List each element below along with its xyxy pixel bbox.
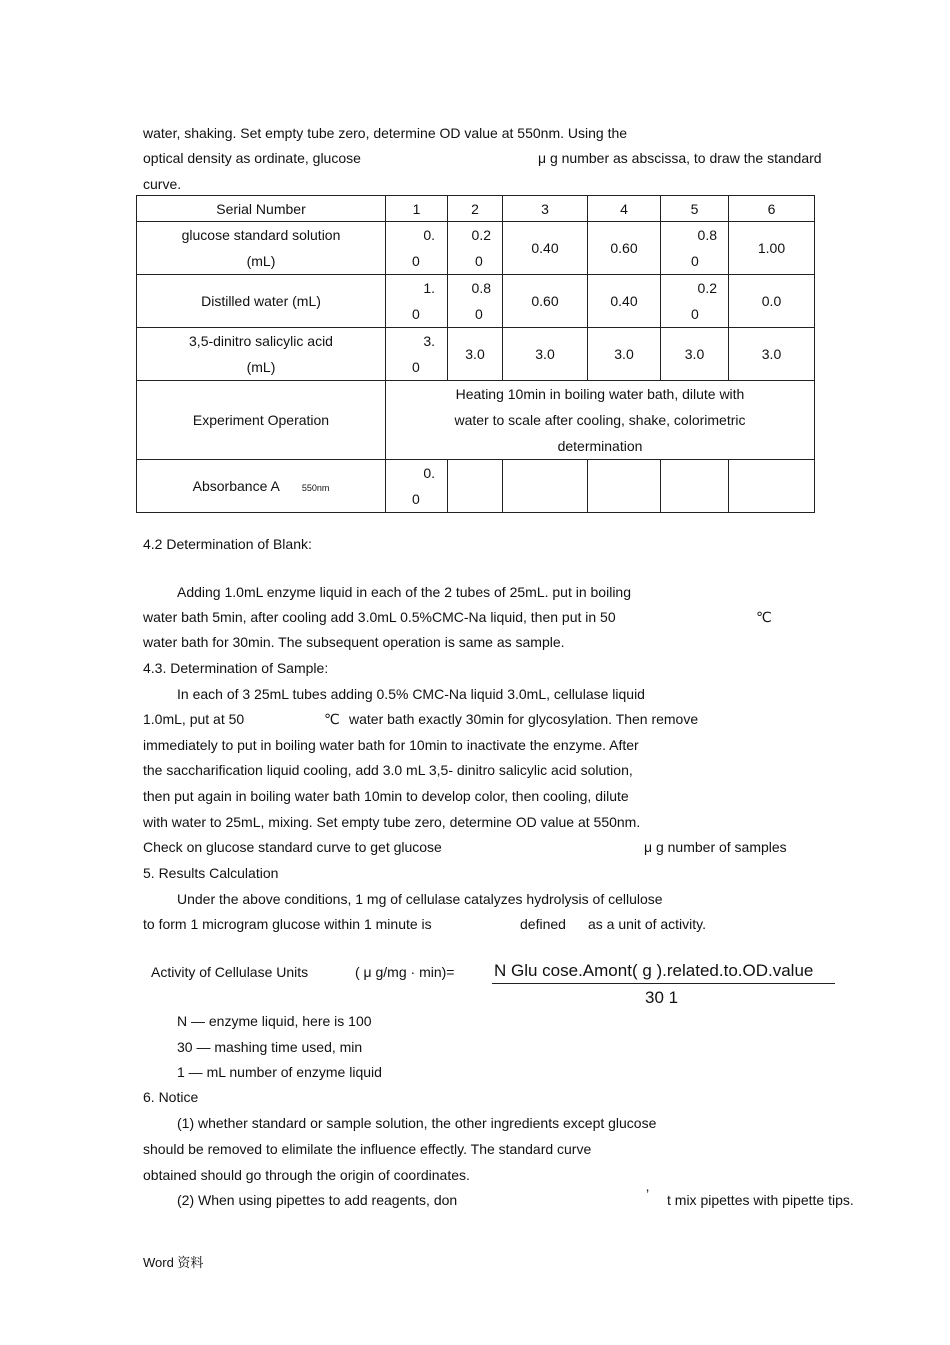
s43-line-2a: 1.0mL, put at 50 <box>143 711 245 727</box>
absorbance-label-text: Absorbance A <box>192 478 280 494</box>
glucose-c5-top: 0.8 <box>697 227 717 243</box>
header-col-5: 5 <box>661 196 729 222</box>
absorbance-col-1 <box>386 460 448 513</box>
s43-line-5: then put again in boiling water bath 10min to develop color, then cooling, dilute <box>143 788 629 804</box>
operation-label: Experiment Operation <box>137 381 386 460</box>
formula-denominator: 30 1 <box>645 988 679 1007</box>
absorbance-c1-bottom: 0 <box>412 491 420 507</box>
glucose-c2-top: 0.2 <box>471 227 491 243</box>
standard-curve-table <box>136 195 815 513</box>
s42-line-2b: ℃ <box>756 609 772 625</box>
header-col-4: 4 <box>588 196 661 222</box>
s6-line-4c: t mix pipettes with pipette tips. <box>667 1192 854 1208</box>
s5-line-1: Under the above conditions, 1 mg of cellulase catalyzes hydrolysis of cellulose <box>177 891 663 907</box>
water-col-2 <box>448 275 503 328</box>
glucose-col-2 <box>448 222 503 275</box>
s43-line-2c: water bath exactly 30min for glycosylation. Then remove <box>349 711 699 727</box>
glucose-label <box>137 222 386 275</box>
glucose-label-line-1: glucose standard solution <box>181 227 341 243</box>
water-label: Distilled water (mL) <box>137 275 386 328</box>
s6-line-1: (1) whether standard or sample solution, the other ingredients except glucose <box>177 1115 657 1131</box>
formula-numerator: N Glu cose.Amont( g ).related.to.OD.value <box>494 961 814 980</box>
def-1: 1 — mL number of enzyme liquid <box>177 1064 382 1080</box>
table-row-operation <box>137 381 815 460</box>
absorbance-col-3 <box>503 460 588 513</box>
s43-line-6: with water to 25mL, mixing. Set empty tube zero, determine OD value at 550nm. <box>143 814 641 830</box>
operation-line-1: Heating 10min in boiling water bath, dilute with <box>455 386 745 402</box>
s5-line-2b: defined <box>520 916 566 932</box>
water-c5-bottom: 0 <box>691 306 699 322</box>
header-col-2: 2 <box>448 196 503 222</box>
glucose-col-3: 0.40 <box>503 222 588 275</box>
s43-line-7b: μ g number of samples <box>644 839 787 855</box>
glucose-col-5 <box>661 222 729 275</box>
dns-c1-top: 3. <box>423 333 435 349</box>
intro-line-2b: μ g number as abscissa, to draw the standard <box>538 150 822 166</box>
s6-line-4b: ’ <box>646 1186 650 1202</box>
operation-line-3: determination <box>557 438 643 454</box>
s43-line-4: the saccharification liquid cooling, add 3.0 mL 3,5- dinitro salicylic acid solution, <box>143 762 633 778</box>
table-row-absorbance <box>137 460 815 513</box>
dns-col-1 <box>386 328 448 381</box>
s43-line-2b: ℃ <box>324 711 340 727</box>
section-4-2-title: 4.2 Determination of Blank: <box>143 536 312 552</box>
section-4-3-title: 4.3. Determination of Sample: <box>143 660 329 676</box>
table-row-dns <box>137 328 815 381</box>
s43-line-3: immediately to put in boiling water bath for 10min to inactivate the enzyme. After <box>143 737 639 753</box>
s43-line-1: In each of 3 25mL tubes adding 0.5% CMC-Na liquid 3.0mL, cellulase liquid <box>177 686 645 702</box>
dns-label-line-2: (mL) <box>246 359 276 375</box>
formula-fraction-bar <box>492 983 835 984</box>
absorbance-col-2 <box>448 460 503 513</box>
def-30: 30 — mashing time used, min <box>177 1039 363 1055</box>
glucose-c1-bottom: 0 <box>412 253 420 269</box>
absorbance-c1-top: 0. <box>423 465 435 481</box>
water-c2-bottom: 0 <box>475 306 483 322</box>
glucose-col-6: 1.00 <box>729 222 815 275</box>
section-6-title: 6. Notice <box>143 1089 199 1105</box>
absorbance-col-5 <box>661 460 729 513</box>
water-col-3: 0.60 <box>503 275 588 328</box>
header-col-3: 3 <box>503 196 588 222</box>
section-5-title: 5. Results Calculation <box>143 865 279 881</box>
header-serial-number: Serial Number <box>137 196 386 222</box>
water-c1-top: 1. <box>423 280 435 296</box>
water-col-6: 0.0 <box>729 275 815 328</box>
dns-col-4: 3.0 <box>588 328 661 381</box>
s42-line-2a: water bath 5min, after cooling add 3.0mL 0.5%CMC-Na liquid, then put in 50 <box>143 609 616 625</box>
formula-label: Activity of Cellulase Units <box>151 964 309 980</box>
operation-line-2: water to scale after cooling, shake, colorimetric <box>454 412 746 428</box>
table-row-water <box>137 275 815 328</box>
dns-c1-bottom: 0 <box>412 359 420 375</box>
dns-col-5: 3.0 <box>661 328 729 381</box>
absorbance-subscript: 550nm <box>301 483 330 493</box>
dns-label-line-1: 3,5-dinitro salicylic acid <box>189 333 333 349</box>
absorbance-col-4 <box>588 460 661 513</box>
dns-col-6: 3.0 <box>729 328 815 381</box>
water-c5-top: 0.2 <box>697 280 717 296</box>
glucose-c2-bottom: 0 <box>475 253 483 269</box>
water-col-5 <box>661 275 729 328</box>
s43-line-7a: Check on glucose standard curve to get glucose <box>143 839 442 855</box>
intro-line-3: curve. <box>143 176 182 192</box>
water-col-4: 0.40 <box>588 275 661 328</box>
intro-line-1: water, shaking. Set empty tube zero, determine OD value at 550nm. Using the <box>143 125 628 141</box>
absorbance-col-6 <box>729 460 815 513</box>
glucose-label-line-2: (mL) <box>246 253 276 269</box>
s6-line-2: should be removed to elimilate the influence effectly. The standard curve <box>143 1141 592 1157</box>
s6-line-4a: (2) When using pipettes to add reagents, don <box>177 1192 458 1208</box>
water-c1-bottom: 0 <box>412 306 420 322</box>
dns-label <box>137 328 386 381</box>
dns-col-2: 3.0 <box>448 328 503 381</box>
table-row-header <box>137 196 815 222</box>
intro-line-2a: optical density as ordinate, glucose <box>143 150 361 166</box>
water-c2-top: 0.8 <box>471 280 491 296</box>
s5-line-2c: as a unit of activity. <box>588 916 707 932</box>
glucose-col-1 <box>386 222 448 275</box>
footer-text: Word 资料 <box>143 1255 204 1270</box>
glucose-c1-top: 0. <box>423 227 435 243</box>
s42-line-1: Adding 1.0mL enzyme liquid in each of the 2 tubes of 25mL. put in boiling <box>177 584 631 600</box>
glucose-c5-bottom: 0 <box>691 253 699 269</box>
operation-text <box>386 381 815 460</box>
header-col-6: 6 <box>729 196 815 222</box>
def-n: N — enzyme liquid, here is 100 <box>177 1013 372 1029</box>
header-col-1: 1 <box>386 196 448 222</box>
s5-line-2a: to form 1 microgram glucose within 1 minute is <box>143 916 432 932</box>
s42-line-3: water bath for 30min. The subsequent operation is same as sample. <box>143 634 565 650</box>
table-row-glucose <box>137 222 815 275</box>
absorbance-label <box>137 460 386 513</box>
dns-col-3: 3.0 <box>503 328 588 381</box>
water-col-1 <box>386 275 448 328</box>
glucose-col-4: 0.60 <box>588 222 661 275</box>
s6-line-3: obtained should go through the origin of coordinates. <box>143 1167 470 1183</box>
formula-unit: ( μ g/mg · min)= <box>355 964 455 980</box>
